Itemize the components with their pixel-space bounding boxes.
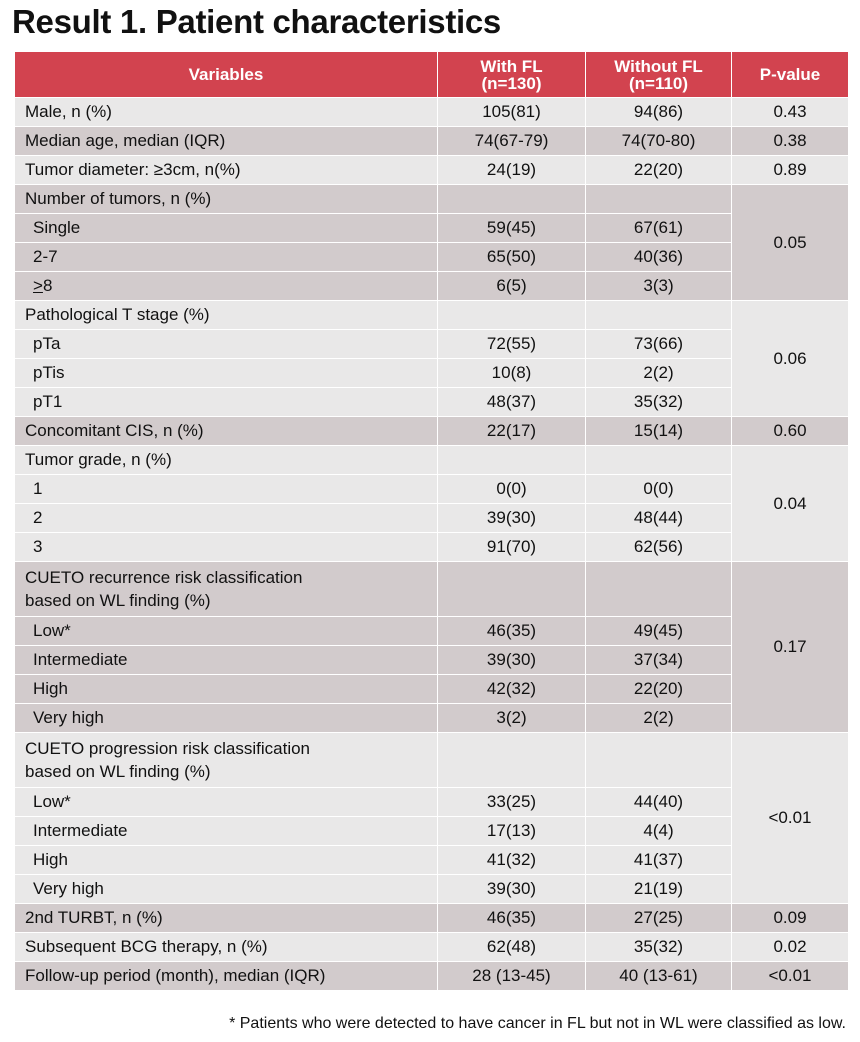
table-row-turbt xyxy=(15,904,849,933)
table-row-progression xyxy=(15,733,849,788)
table-row-diameter xyxy=(15,156,849,185)
row-label xyxy=(15,272,438,301)
p-value: 0.09 xyxy=(732,904,849,933)
table-row-num-tumors-2-7 xyxy=(15,243,849,272)
table-row-recurrence-very-high xyxy=(15,704,849,733)
row-label: High xyxy=(15,846,438,875)
without-fl-value: 74(70-80) xyxy=(586,127,732,156)
row-label-line2: based on WL finding (%) xyxy=(25,762,211,781)
table-row-progression-high xyxy=(15,846,849,875)
row-label: Intermediate xyxy=(15,646,438,675)
table-row-male xyxy=(15,98,849,127)
table-row-grade-2 xyxy=(15,504,849,533)
table-row-recurrence xyxy=(15,562,849,617)
p-value: 0.38 xyxy=(732,127,849,156)
table-row-progression-intermediate xyxy=(15,817,849,846)
without-fl-value: 40(36) xyxy=(586,243,732,272)
with-fl-value: 3(2) xyxy=(438,704,586,733)
without-fl-value: 49(45) xyxy=(586,617,732,646)
row-label: Male, n (%) xyxy=(15,98,438,127)
row-label: 2-7 xyxy=(15,243,438,272)
row-label: Tumor grade, n (%) xyxy=(15,446,438,475)
without-fl-value: 35(32) xyxy=(586,933,732,962)
row-label: Intermediate xyxy=(15,817,438,846)
without-fl-value: 0(0) xyxy=(586,475,732,504)
row-label: Very high xyxy=(15,704,438,733)
row-label: Pathological T stage (%) xyxy=(15,301,438,330)
with-fl-value: 46(35) xyxy=(438,904,586,933)
with-fl-value: 65(50) xyxy=(438,243,586,272)
row-label: 1 xyxy=(15,475,438,504)
row-label-line2: based on WL finding (%) xyxy=(25,591,211,610)
without-fl-value: 22(20) xyxy=(586,675,732,704)
patient-characteristics-table xyxy=(14,51,849,991)
table-row-grade xyxy=(15,446,849,475)
without-fl-value: 94(86) xyxy=(586,98,732,127)
with-fl-value: 39(30) xyxy=(438,646,586,675)
with-fl-value: 42(32) xyxy=(438,675,586,704)
p-value: 0.43 xyxy=(732,98,849,127)
without-fl-value: 67(61) xyxy=(586,214,732,243)
row-label xyxy=(15,562,438,617)
header-without-fl xyxy=(586,52,732,98)
with-fl-value: 22(17) xyxy=(438,417,586,446)
row-label: High xyxy=(15,675,438,704)
row-label: Concomitant CIS, n (%) xyxy=(15,417,438,446)
without-fl-value: 21(19) xyxy=(586,875,732,904)
table-row-t-stage xyxy=(15,301,849,330)
row-label xyxy=(15,733,438,788)
row-label: pT1 xyxy=(15,388,438,417)
table-row-num-tumors xyxy=(15,185,849,214)
with-fl-value: 48(37) xyxy=(438,388,586,417)
header-variables: Variables xyxy=(15,52,438,98)
p-value: <0.01 xyxy=(732,962,849,991)
ge-prefix: > xyxy=(33,276,43,295)
table-row-cis xyxy=(15,417,849,446)
with-fl-value: 59(45) xyxy=(438,214,586,243)
without-fl-value: 4(4) xyxy=(586,817,732,846)
row-label: Number of tumors, n (%) xyxy=(15,185,438,214)
with-fl-value: 17(13) xyxy=(438,817,586,846)
row-label: pTa xyxy=(15,330,438,359)
without-fl-value: 44(40) xyxy=(586,788,732,817)
p-value: 0.02 xyxy=(732,933,849,962)
table-row-followup xyxy=(15,962,849,991)
with-fl-value: 10(8) xyxy=(438,359,586,388)
without-fl-value: 37(34) xyxy=(586,646,732,675)
without-fl-value: 41(37) xyxy=(586,846,732,875)
row-label: pTis xyxy=(15,359,438,388)
footnote: * Patients who were detected to have cancer in FL but not in WL were classified as low. xyxy=(229,1015,846,1032)
table-row-num-tumors-single xyxy=(15,214,849,243)
p-value: <0.01 xyxy=(732,733,849,904)
with-fl-value: 39(30) xyxy=(438,875,586,904)
with-fl-value: 39(30) xyxy=(438,504,586,533)
table-row-grade-1 xyxy=(15,475,849,504)
header-pvalue: P-value xyxy=(732,52,849,98)
without-fl-value: 62(56) xyxy=(586,533,732,562)
with-fl-value: 41(32) xyxy=(438,846,586,875)
without-fl-value: 27(25) xyxy=(586,904,732,933)
with-fl-value: 33(25) xyxy=(438,788,586,817)
with-fl-value: 24(19) xyxy=(438,156,586,185)
table-row-num-tumors-8 xyxy=(15,272,849,301)
without-fl-value: 2(2) xyxy=(586,359,732,388)
with-fl-value: 46(35) xyxy=(438,617,586,646)
page-title: Result 1. Patient characteristics xyxy=(12,3,501,40)
without-fl-value: 2(2) xyxy=(586,704,732,733)
with-fl-value: 105(81) xyxy=(438,98,586,127)
header-without-fl-line1: Without FL xyxy=(614,56,703,76)
table-row-age xyxy=(15,127,849,156)
p-value: 0.06 xyxy=(732,301,849,417)
with-fl-value: 28 (13-45) xyxy=(438,962,586,991)
header-with-fl xyxy=(438,52,586,98)
p-value: 0.17 xyxy=(732,562,849,733)
table-row-progression-low xyxy=(15,788,849,817)
row-label: Low* xyxy=(15,617,438,646)
row-label: Very high xyxy=(15,875,438,904)
without-fl-value: 40 (13-61) xyxy=(586,962,732,991)
p-value: 0.04 xyxy=(732,446,849,562)
without-fl-value: 48(44) xyxy=(586,504,732,533)
p-value: 0.89 xyxy=(732,156,849,185)
row-label: 2nd TURBT, n (%) xyxy=(15,904,438,933)
with-fl-value: 0(0) xyxy=(438,475,586,504)
without-fl-value: 73(66) xyxy=(586,330,732,359)
table-row-grade-3 xyxy=(15,533,849,562)
p-value: 0.60 xyxy=(732,417,849,446)
p-value: 0.05 xyxy=(732,185,849,301)
row-label-line1: CUETO recurrence risk classification xyxy=(25,568,303,587)
without-fl-value: 35(32) xyxy=(586,388,732,417)
table-header-row xyxy=(15,52,849,98)
without-fl-value: 15(14) xyxy=(586,417,732,446)
row-label: Follow-up period (month), median (IQR) xyxy=(15,962,438,991)
table-row-pt1 xyxy=(15,388,849,417)
row-label: Low* xyxy=(15,788,438,817)
with-fl-value: 74(67-79) xyxy=(438,127,586,156)
table-row-pta xyxy=(15,330,849,359)
row-label: 2 xyxy=(15,504,438,533)
header-with-fl-line2: (n=130) xyxy=(481,73,542,93)
header-with-fl-line1: With FL xyxy=(480,56,543,76)
without-fl-value: 22(20) xyxy=(586,156,732,185)
table-row-bcg xyxy=(15,933,849,962)
with-fl-value: 72(55) xyxy=(438,330,586,359)
table-row-recurrence-intermediate xyxy=(15,646,849,675)
header-without-fl-line2: (n=110) xyxy=(628,73,689,93)
table-row-ptis xyxy=(15,359,849,388)
table-row-progression-very-high xyxy=(15,875,849,904)
table-row-recurrence-high xyxy=(15,675,849,704)
row-label: Single xyxy=(15,214,438,243)
without-fl-value: 3(3) xyxy=(586,272,732,301)
row-label: Subsequent BCG therapy, n (%) xyxy=(15,933,438,962)
row-label: Tumor diameter: ≥3cm, n(%) xyxy=(15,156,438,185)
with-fl-value: 62(48) xyxy=(438,933,586,962)
table-row-recurrence-low xyxy=(15,617,849,646)
with-fl-value: 91(70) xyxy=(438,533,586,562)
row-label: Median age, median (IQR) xyxy=(15,127,438,156)
row-label-line1: CUETO progression risk classification xyxy=(25,739,310,758)
row-label: 3 xyxy=(15,533,438,562)
with-fl-value: 6(5) xyxy=(438,272,586,301)
row-label-text: 8 xyxy=(42,276,53,295)
